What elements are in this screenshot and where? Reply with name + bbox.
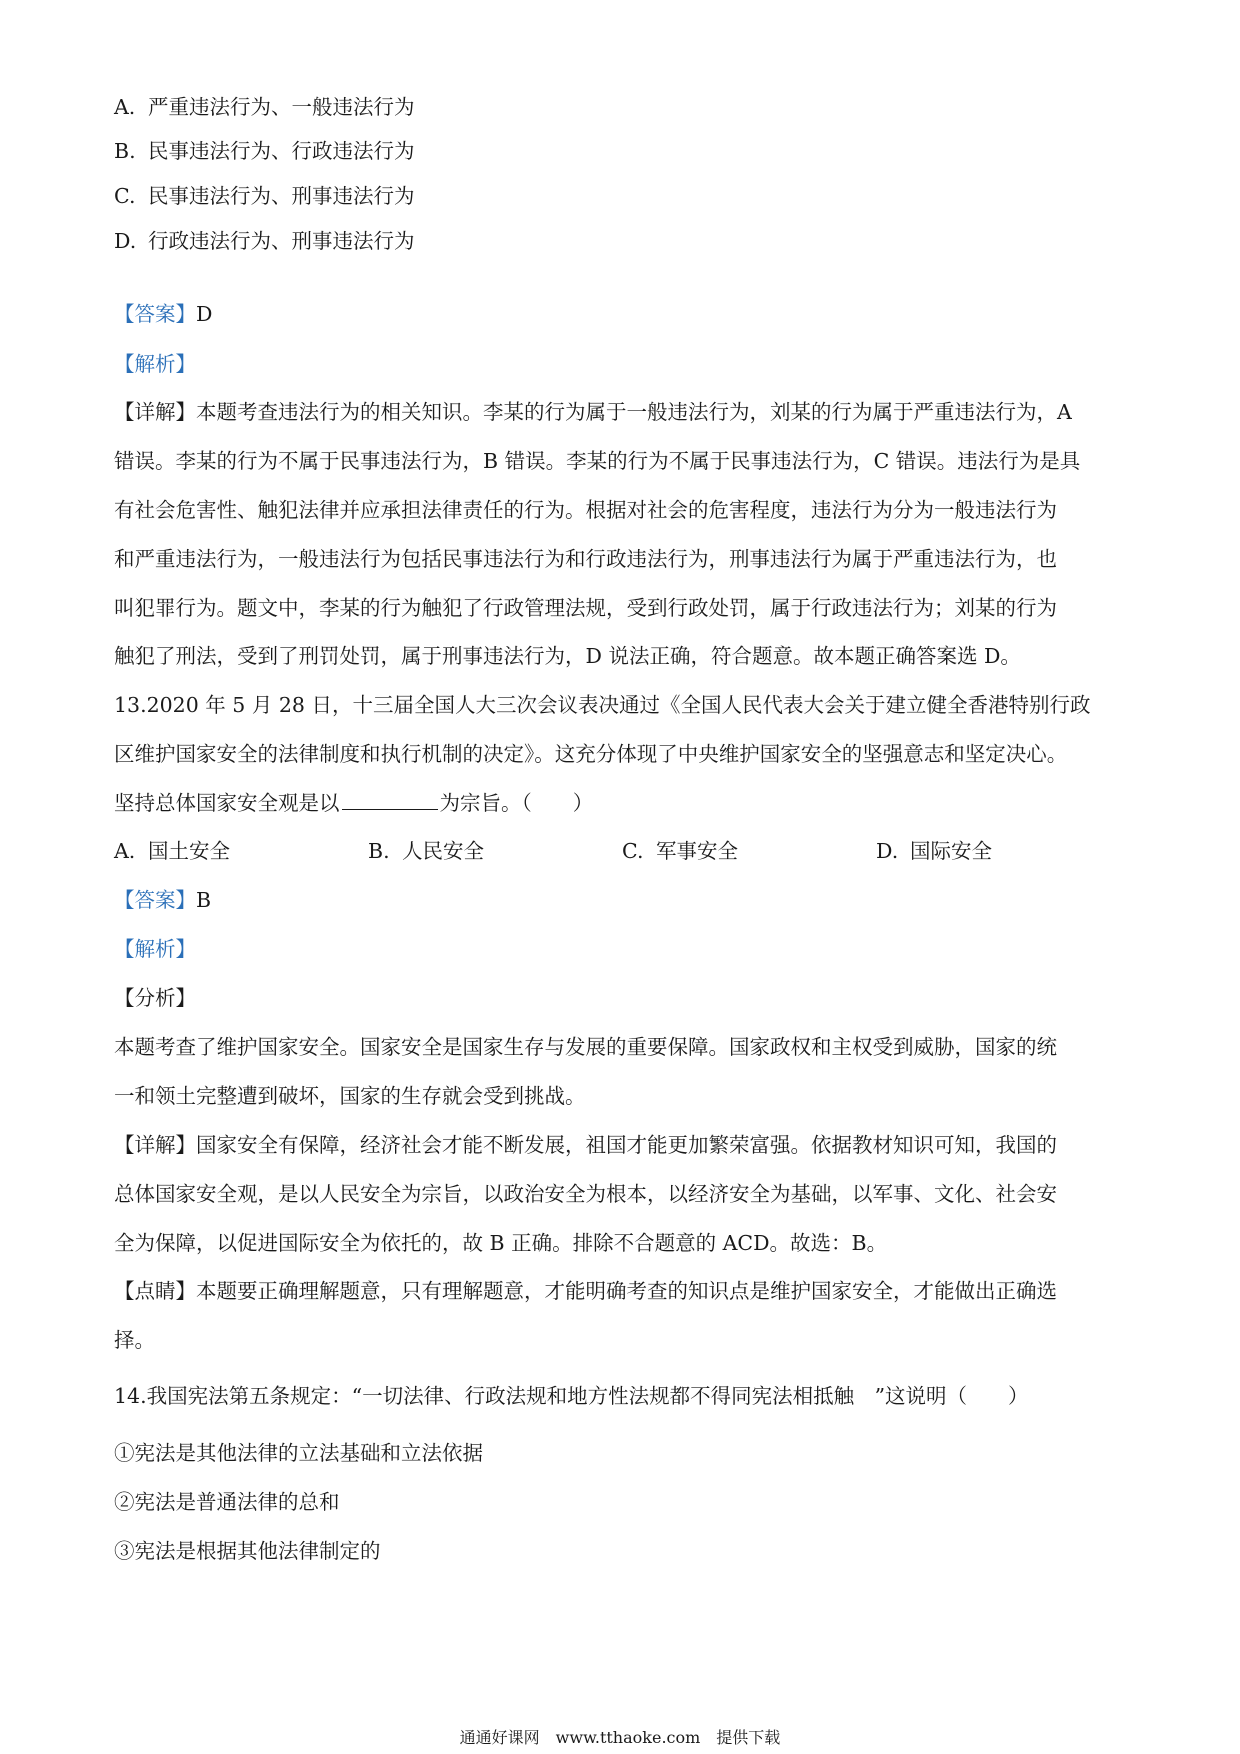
option-text: 民事违法行为、刑事违法行为	[148, 184, 415, 208]
q12-option-b	[114, 136, 1134, 166]
q13-detail-line-3: 全为保障，以促进国际安全为依托的，故 B 正确。排除不合题意的 ACD。故选：B。	[114, 1231, 888, 1255]
q13-fenxi-line-1: 本题考查了维护国家安全。国家安全是国家生存与发展的重要保障。国家政权和主权受到威胁，国家的统	[114, 1035, 1057, 1059]
q12-option-c	[114, 181, 1134, 211]
option-text: 军事安全	[656, 839, 738, 863]
option-letter: A.	[114, 95, 136, 119]
q13-dianjing-line-2: 择。	[114, 1328, 155, 1352]
answer-value: D	[196, 302, 213, 326]
answer-label: 【答案】	[114, 888, 196, 912]
option-text: 国际安全	[910, 839, 992, 863]
option-text: 国土安全	[148, 839, 230, 863]
dianjing-label: 【点睛】	[114, 1279, 196, 1303]
q13-stem-line-2: 区维护国家安全的法律制度和执行机制的决定》。这充分体现了中央维护国家安全的坚强意志和坚定决心。	[114, 742, 1068, 766]
stem-text-after: 为宗旨。（ ）	[439, 791, 594, 815]
detail-text: 本题考查违法行为的相关知识。李某的行为属于一般违法行为，刘某的行为属于严重违法行为，A	[196, 400, 1072, 424]
q13-dianjing-line-1	[114, 1276, 1134, 1306]
q13-option-d	[876, 836, 992, 866]
option-letter: C.	[622, 839, 644, 863]
answer-label: 【答案】	[114, 302, 196, 326]
fenxi-label: 【分析】	[114, 986, 196, 1010]
q12-detail-line-1	[114, 397, 1134, 427]
option-text: 民事违法行为、行政违法行为	[148, 139, 415, 163]
q13-option-b	[368, 836, 484, 866]
q13-detail-line-1	[114, 1130, 1134, 1160]
option-letter: B.	[114, 139, 136, 163]
q13-stem-line-1: 13.2020 年 5 月 28 日，十三届全国人大三次会议表决通过《全国人民代表大会关于建立健全香港特别行政	[114, 693, 1091, 717]
q12-analysis-label	[114, 349, 1134, 379]
dianjing-text: 本题要正确理解题意，只有理解题意，才能明确考查的知识点是维护国家安全，才能做出正确选	[196, 1279, 1057, 1303]
q12-detail-line-6: 触犯了刑法，受到了刑罚处罚，属于刑事违法行为，D 说法正确，符合题意。故本题正确答案选 D。	[114, 644, 1021, 668]
q13-analysis-label	[114, 934, 1134, 964]
q13-option-c	[622, 836, 738, 866]
q13-option-a	[114, 836, 230, 866]
q12-detail-line-3: 有社会危害性、触犯法律并应承担法律责任的行为。根据对社会的危害程度，违法行为分为一般违法行为	[114, 498, 1057, 522]
answer-value: B	[196, 888, 212, 912]
detail-label: 【详解】	[114, 1133, 196, 1157]
option-text: 人民安全	[402, 839, 484, 863]
option-letter: A.	[114, 839, 136, 863]
q13-detail-line-2: 总体国家安全观，是以人民安全为宗旨，以政治安全为根本，以经济安全为基础，以军事、文化、社会安	[114, 1182, 1057, 1206]
q12-detail-line-2: 错误。李某的行为不属于民事违法行为，B 错误。李某的行为不属于民事违法行为，C 错误。违法行为是具	[114, 449, 1081, 473]
option-letter: C.	[114, 184, 136, 208]
page-footer: 通通好课网 www.tthaoke.com 提供下载	[459, 1728, 781, 1747]
q12-answer	[114, 299, 1134, 329]
analysis-label: 【解析】	[114, 352, 196, 376]
option-letter: B.	[368, 839, 390, 863]
q14-item-1: ①宪法是其他法律的立法基础和立法依据	[114, 1441, 483, 1465]
q14-item-3: ③宪法是根据其他法律制定的	[114, 1539, 381, 1563]
q14-stem: 14.我国宪法第五条规定：“一切法律、行政法规和地方性法规都不得同宪法相抵触 ”这说明（ ）	[114, 1384, 1029, 1408]
analysis-label: 【解析】	[114, 937, 196, 961]
option-letter: D.	[114, 229, 137, 253]
fill-in-blank	[342, 789, 438, 810]
q12-option-a	[114, 92, 1134, 122]
q13-stem-line-3	[114, 788, 1134, 818]
q13-answer	[114, 885, 1134, 915]
option-letter: D.	[876, 839, 899, 863]
option-text: 行政违法行为、刑事违法行为	[148, 229, 415, 253]
q13-fenxi-line-2: 一和领土完整遭到破坏，国家的生存就会受到挑战。	[114, 1084, 586, 1108]
q14-item-2: ②宪法是普通法律的总和	[114, 1490, 340, 1514]
q13-fenxi-label	[114, 983, 1134, 1013]
detail-text: 国家安全有保障，经济社会才能不断发展，祖国才能更加繁荣富强。依据教材知识可知，我国的	[196, 1133, 1057, 1157]
option-text: 严重违法行为、一般违法行为	[148, 95, 415, 119]
q12-detail-line-4: 和严重违法行为，一般违法行为包括民事违法行为和行政违法行为，刑事违法行为属于严重违法行为，也	[114, 547, 1057, 571]
stem-text-before: 坚持总体国家安全观是以	[114, 791, 340, 815]
q12-detail-line-5: 叫犯罪行为。题文中，李某的行为触犯了行政管理法规，受到行政处罚，属于行政违法行为；刘某的行为	[114, 596, 1057, 620]
q12-option-d	[114, 226, 1134, 256]
detail-label: 【详解】	[114, 400, 196, 424]
